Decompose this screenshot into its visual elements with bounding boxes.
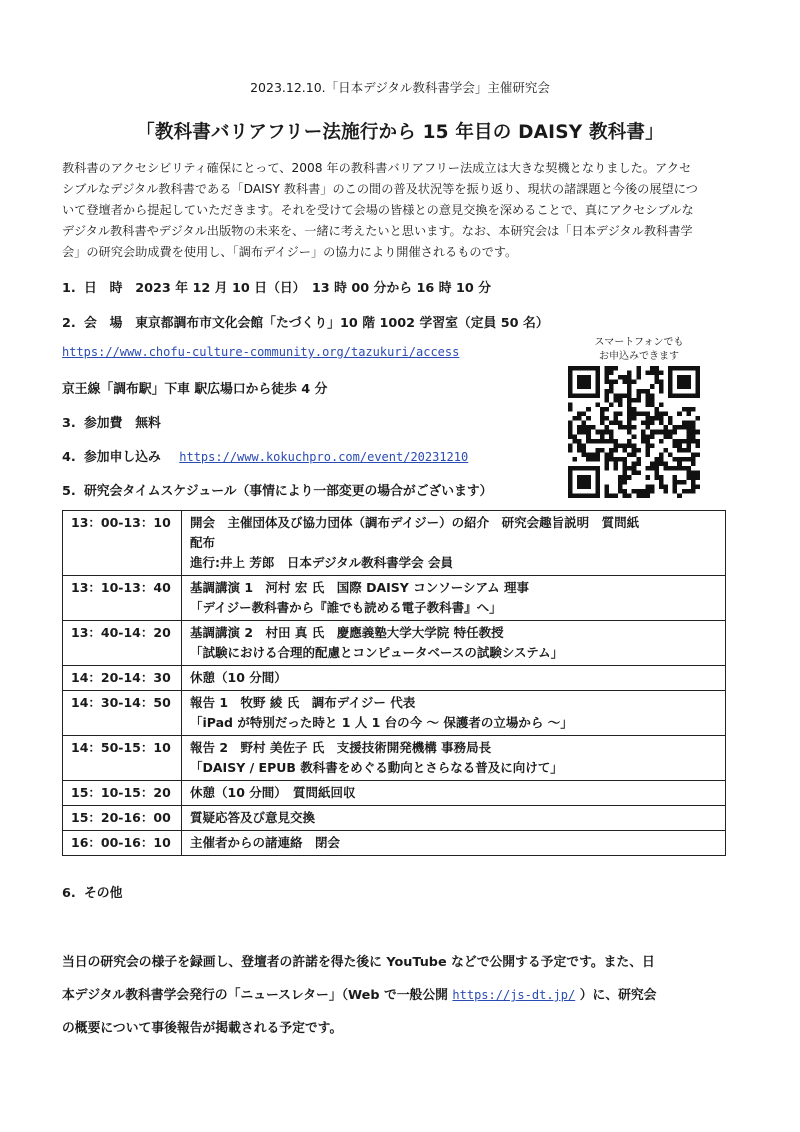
schedule-description-line: 休憩（10 分間） bbox=[190, 670, 287, 685]
schedule-row bbox=[63, 576, 726, 621]
other-item bbox=[62, 882, 122, 901]
schedule-description-line: 基調講演 2 村田 真 氏 慶應義塾大学大学院 特任教授 bbox=[190, 625, 504, 640]
schedule-time: 14：30-14：50 bbox=[63, 691, 182, 736]
schedule-description-line: 報告 1 牧野 綾 氏 調布デイジー 代表 bbox=[190, 695, 416, 710]
schedule-row bbox=[63, 806, 726, 831]
schedule-description-line: 「iPad が特別だった時と 1 人 1 台の今 ～ 保護者の立場から ～」 bbox=[190, 715, 573, 730]
qr-caption-line: お申込みできます bbox=[599, 351, 679, 362]
fee-item bbox=[62, 412, 161, 431]
schedule-description-line: 質疑応答及び意見交換 bbox=[190, 810, 316, 825]
schedule-description bbox=[182, 511, 726, 576]
other-line-part: 本デジタル教科書学会発行の「ニュースレター」（Web で一般公開 bbox=[62, 988, 453, 1003]
intro-line: シブルなデジタル教科書である「DAISY 教科書」のこの間の普及状況等を振り返り、現状の諸課題と今後の展望につ bbox=[62, 182, 698, 196]
schedule-description-line: 「DAISY / EPUB 教科書をめぐる動向とさらなる普及に向けて」 bbox=[190, 760, 563, 775]
qr-code-icon[interactable] bbox=[568, 366, 700, 498]
apply-text: 参加申し込み bbox=[84, 450, 161, 465]
schedule-description-line: 基調講演 1 河村 宏 氏 国際 DAISY コンソーシアム 理事 bbox=[190, 580, 529, 595]
venue-url-row bbox=[62, 345, 459, 360]
other-line bbox=[62, 979, 742, 1012]
schedule-row bbox=[63, 511, 726, 576]
schedule-time: 13：10-13：40 bbox=[63, 576, 182, 621]
venue-item bbox=[62, 312, 549, 331]
schedule-row bbox=[63, 691, 726, 736]
other-paragraph bbox=[62, 946, 742, 1045]
schedule-time: 14：20-14：30 bbox=[63, 666, 182, 691]
schedule-row bbox=[63, 736, 726, 781]
intro-line: デジタル教科書やデジタル出版物の未来を、一緒に考えたいと思います。なお、本研究会は「日本デジタル教科書学 bbox=[62, 224, 693, 238]
schedule-description-line: 「試験における合理的配慮とコンピュータベースの試験システム」 bbox=[190, 645, 564, 660]
item-number: 5. bbox=[62, 484, 76, 499]
schedule-time: 14：50-15：10 bbox=[63, 736, 182, 781]
item-number: 1. bbox=[62, 281, 76, 296]
schedule-description-line: 開会 主催団体及び協力団体（調布デイジー）の紹介 研究会趣旨説明 質問紙 bbox=[190, 515, 640, 530]
schedule-description bbox=[182, 666, 726, 691]
event-title: 「教科書バリアフリー法施行から 15 年目の DAISY 教科書」 bbox=[136, 122, 664, 143]
schedule-time: 15：10-15：20 bbox=[63, 781, 182, 806]
other-text: その他 bbox=[84, 886, 123, 901]
schedule-time: 15：20-16：00 bbox=[63, 806, 182, 831]
apply-item bbox=[62, 446, 468, 465]
other-line-part: ）に、研究会 bbox=[575, 988, 657, 1003]
schedule-description bbox=[182, 806, 726, 831]
schedule-row bbox=[63, 781, 726, 806]
schedule-time: 16：00-16：10 bbox=[63, 831, 182, 856]
schedule-description bbox=[182, 576, 726, 621]
other-line: の概要について事後報告が掲載される予定です。 bbox=[62, 1021, 343, 1036]
intro-line: 教科書のアクセシビリティ確保にとって、2008 年の教科書バリアフリー法成立は大きな契機となりました。アクセ bbox=[62, 161, 692, 175]
schedule-time: 13：40-14：20 bbox=[63, 621, 182, 666]
schedule-table bbox=[62, 510, 726, 856]
schedule-description bbox=[182, 621, 726, 666]
schedule-row bbox=[63, 831, 726, 856]
schedule-description bbox=[182, 691, 726, 736]
schedule-row bbox=[63, 666, 726, 691]
intro-paragraph bbox=[62, 158, 738, 263]
access-text: 京王線「調布駅」下車 駅広場口から徒歩 4 分 bbox=[62, 382, 328, 397]
schedule-row bbox=[63, 621, 726, 666]
datetime-text: 日 時 2023 年 12 月 10 日（日） 13 時 00 分から 16 時 10 分 bbox=[84, 281, 492, 296]
datetime-item bbox=[62, 277, 491, 296]
schedule-description bbox=[182, 781, 726, 806]
qr-caption-line: スマートフォンでも bbox=[594, 337, 684, 348]
newsletter-link[interactable]: https://js-dt.jp/ bbox=[452, 988, 576, 1002]
venue-text: 会 場 東京都調布市文化会館「たづくり」10 階 1002 学習室（定員 50 名） bbox=[84, 316, 549, 331]
other-line: 当日の研究会の様子を録画し、登壇者の許諾を得た後に YouTube などで公開する予定です。また、日 bbox=[62, 955, 655, 970]
schedule-heading-text: 研究会タイムスケジュール（事情により一部変更の場合がございます） bbox=[84, 484, 493, 499]
apply-link[interactable]: https://www.kokuchpro.com/event/20231210 bbox=[179, 450, 469, 464]
schedule-description bbox=[182, 736, 726, 781]
fee-text: 参加費 無料 bbox=[84, 416, 161, 431]
schedule-description-line: 主催者からの諸連絡 閉会 bbox=[190, 835, 341, 850]
item-number: 2. bbox=[62, 316, 76, 331]
item-number: 6. bbox=[62, 886, 76, 901]
qr-caption bbox=[566, 336, 712, 364]
schedule-heading bbox=[62, 480, 492, 499]
schedule-description-line: 報告 2 野村 美佐子 氏 支援技術開発機構 事務局長 bbox=[190, 740, 492, 755]
schedule-description-line: 配布 bbox=[190, 535, 216, 550]
schedule-description-line: 「デイジー教科書から『誰でも読める電子教科書』へ」 bbox=[190, 600, 502, 615]
schedule-description-line: 休憩（10 分間） 質問紙回収 bbox=[190, 785, 356, 800]
item-number: 3. bbox=[62, 416, 76, 431]
schedule-description bbox=[182, 831, 726, 856]
schedule-description-line: 進行:井上 芳郎 日本デジタル教科書学会 会員 bbox=[190, 555, 453, 570]
venue-access-link[interactable]: https://www.chofu-culture-community.org/tazukuri/access bbox=[62, 345, 460, 359]
intro-line: 会」の研究会助成費を使用し、「調布デイジー」の協力により開催されるものです。 bbox=[62, 245, 518, 259]
schedule-time: 13：00-13：10 bbox=[63, 511, 182, 576]
event-subtitle: 2023.12.10.「日本デジタル教科書学会」主催研究会 bbox=[250, 80, 550, 95]
item-number: 4. bbox=[62, 450, 76, 465]
intro-line: いて登壇者から提起していただきます。それを受けて会場の皆様との意見交換を深めることで、真にアクセシブルな bbox=[62, 203, 694, 217]
